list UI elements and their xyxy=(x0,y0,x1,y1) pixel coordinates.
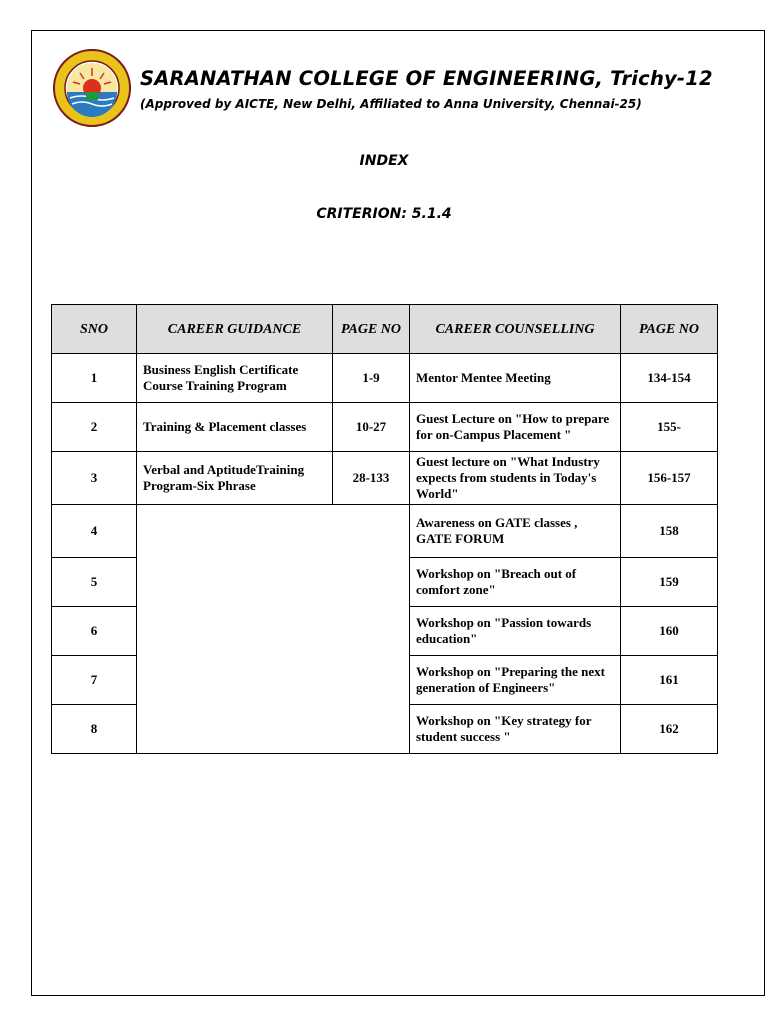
table-row xyxy=(52,354,718,403)
cell-counselling-page: 160 xyxy=(621,607,718,656)
cell-counselling-page: 161 xyxy=(621,656,718,705)
index-table xyxy=(51,304,718,754)
cell-counselling: Guest Lecture on "How to prepare for on-Campus Placement " xyxy=(410,403,621,452)
cell-sno: 7 xyxy=(52,656,137,705)
cell-guidance: Training & Placement classes xyxy=(137,403,333,452)
cell-counselling: Workshop on "Breach out of comfort zone" xyxy=(410,558,621,607)
header-career-counselling: CAREER COUNSELLING xyxy=(410,305,621,354)
cell-guidance-page: 1-9 xyxy=(333,354,410,403)
header-page-no-counselling: PAGE NO xyxy=(621,305,718,354)
cell-guidance: Business English Certificate Course Training Program xyxy=(137,354,333,403)
index-heading: INDEX xyxy=(359,153,409,169)
cell-counselling: Guest lecture on "What Industry expects from students in Today's World" xyxy=(410,452,621,505)
cell-counselling-page: 162 xyxy=(621,705,718,754)
cell-counselling-page: 155- xyxy=(621,403,718,452)
cell-counselling: Workshop on "Key strategy for student success " xyxy=(410,705,621,754)
header-career-guidance: CAREER GUIDANCE xyxy=(137,305,333,354)
cell-counselling: Workshop on "Passion towards education" xyxy=(410,607,621,656)
affiliation-line: (Approved by AICTE, New Delhi, Affiliated to Anna University, Chennai-25) xyxy=(140,97,642,111)
empty-guidance-block xyxy=(137,505,410,754)
cell-guidance-page: 28-133 xyxy=(333,452,410,505)
cell-sno: 2 xyxy=(52,403,137,452)
header-page-no-guidance: PAGE NO xyxy=(333,305,410,354)
cell-sno: 3 xyxy=(52,452,137,505)
table-header-row xyxy=(52,305,718,354)
college-seal-icon xyxy=(52,48,132,128)
criterion-heading: CRITERION: 5.1.4 xyxy=(316,206,452,222)
cell-counselling: Mentor Mentee Meeting xyxy=(410,354,621,403)
cell-counselling-page: 158 xyxy=(621,505,718,558)
table-row xyxy=(52,452,718,505)
cell-counselling: Workshop on "Preparing the next generation of Engineers" xyxy=(410,656,621,705)
cell-guidance: Verbal and AptitudeTraining Program-Six Phrase xyxy=(137,452,333,505)
header-sno: SNO xyxy=(52,305,137,354)
cell-sno: 6 xyxy=(52,607,137,656)
cell-counselling-page: 159 xyxy=(621,558,718,607)
cell-sno: 1 xyxy=(52,354,137,403)
cell-counselling-page: 156-157 xyxy=(621,452,718,505)
table-row xyxy=(52,505,718,558)
cell-counselling: Awareness on GATE classes , GATE FORUM xyxy=(410,505,621,558)
cell-sno: 5 xyxy=(52,558,137,607)
college-name: SARANATHAN COLLEGE OF ENGINEERING, Trichy-12 xyxy=(140,67,713,90)
cell-counselling-page: 134-154 xyxy=(621,354,718,403)
table-row xyxy=(52,403,718,452)
cell-guidance-page: 10-27 xyxy=(333,403,410,452)
cell-sno: 8 xyxy=(52,705,137,754)
cell-sno: 4 xyxy=(52,505,137,558)
